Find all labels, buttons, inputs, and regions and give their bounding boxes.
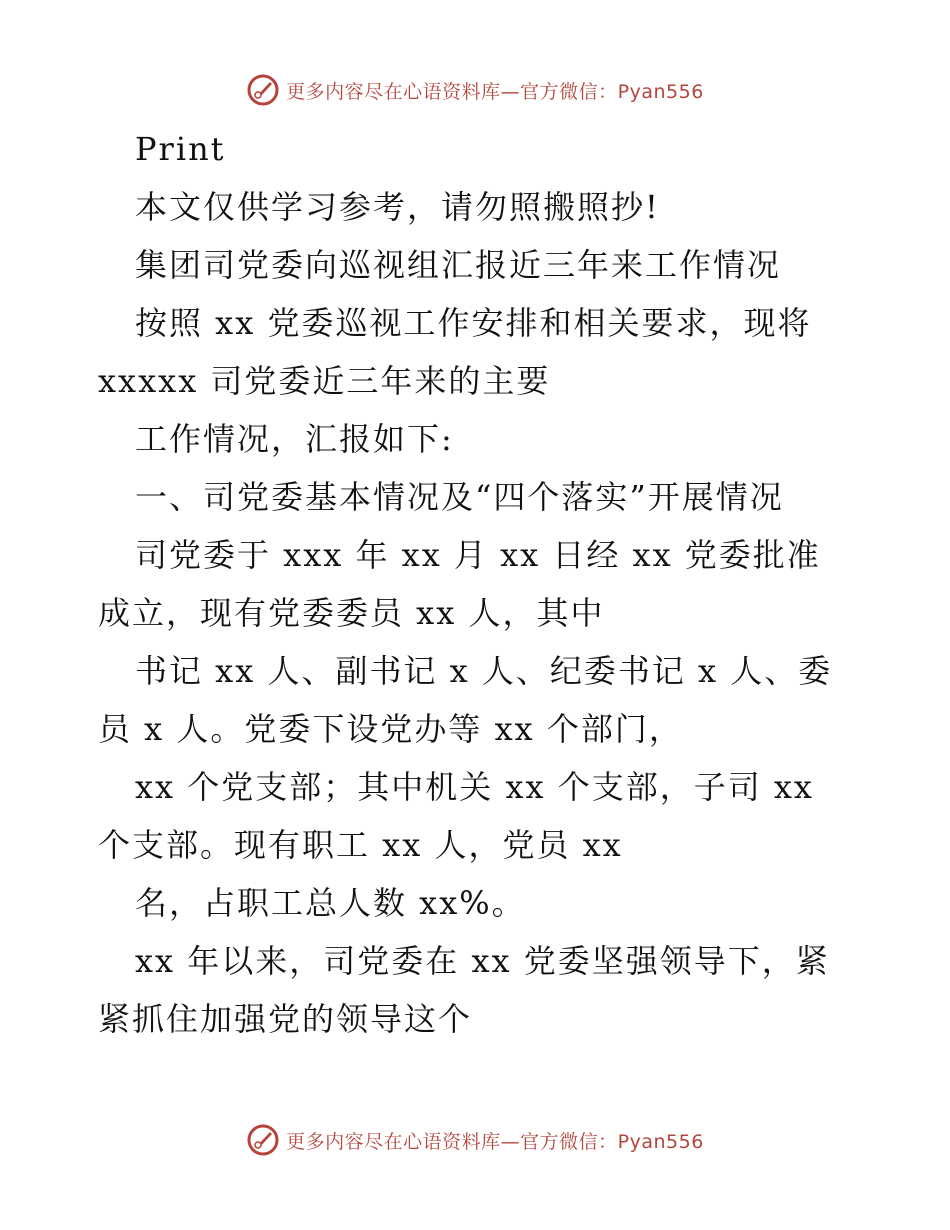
doc-line: 本文仅供学习参考，请勿照搬照抄! <box>135 188 660 226</box>
doc-line: 按照 xx 党委巡视工作安排和相关要求，现将 <box>135 304 812 342</box>
footer-watermark <box>0 1120 950 1160</box>
brand <box>246 73 704 107</box>
doc-line: 名，占职工总人数 xx%。 <box>135 884 526 922</box>
doc-line: 紧抓住加强党的领导这个 <box>98 1000 473 1038</box>
doc-line: xx 个党支部；其中机关 xx 个支部，子司 xx <box>135 768 814 806</box>
doc-line: 成立，现有党委委员 xx 人，其中 <box>98 594 605 632</box>
doc-line: 书记 xx 人、副书记 x 人、纪委书记 x 人、委 <box>135 652 833 690</box>
doc-line: 员 x 人。党委下设党办等 xx 个部门， <box>98 710 683 748</box>
watermark-text: 更多内容尽在心语资料库—官方微信：Pyan556 <box>286 80 704 103</box>
doc-line: Print <box>135 130 226 168</box>
brand-logo-icon <box>246 1123 280 1157</box>
doc-section-heading: 一、司党委基本情况及“四个落实”开展情况 <box>135 478 784 516</box>
document-body <box>98 120 858 1048</box>
brand <box>246 1123 704 1157</box>
doc-line: 个支部。现有职工 xx 人，党员 xx <box>98 826 623 864</box>
doc-line: xxxxx 司党委近三年来的主要 <box>98 362 551 400</box>
doc-title: 集团司党委向巡视组汇报近三年来工作情况 <box>135 246 782 284</box>
header-watermark <box>0 70 950 110</box>
watermark-text: 更多内容尽在心语资料库—官方微信：Pyan556 <box>286 1130 704 1153</box>
doc-line: 司党委于 xxx 年 xx 月 xx 日经 xx 党委批准 <box>135 536 821 574</box>
doc-line: 工作情况，汇报如下: <box>135 420 454 458</box>
doc-line: xx 年以来，司党委在 xx 党委坚强领导下，紧 <box>135 942 830 980</box>
brand-logo-icon <box>246 73 280 107</box>
